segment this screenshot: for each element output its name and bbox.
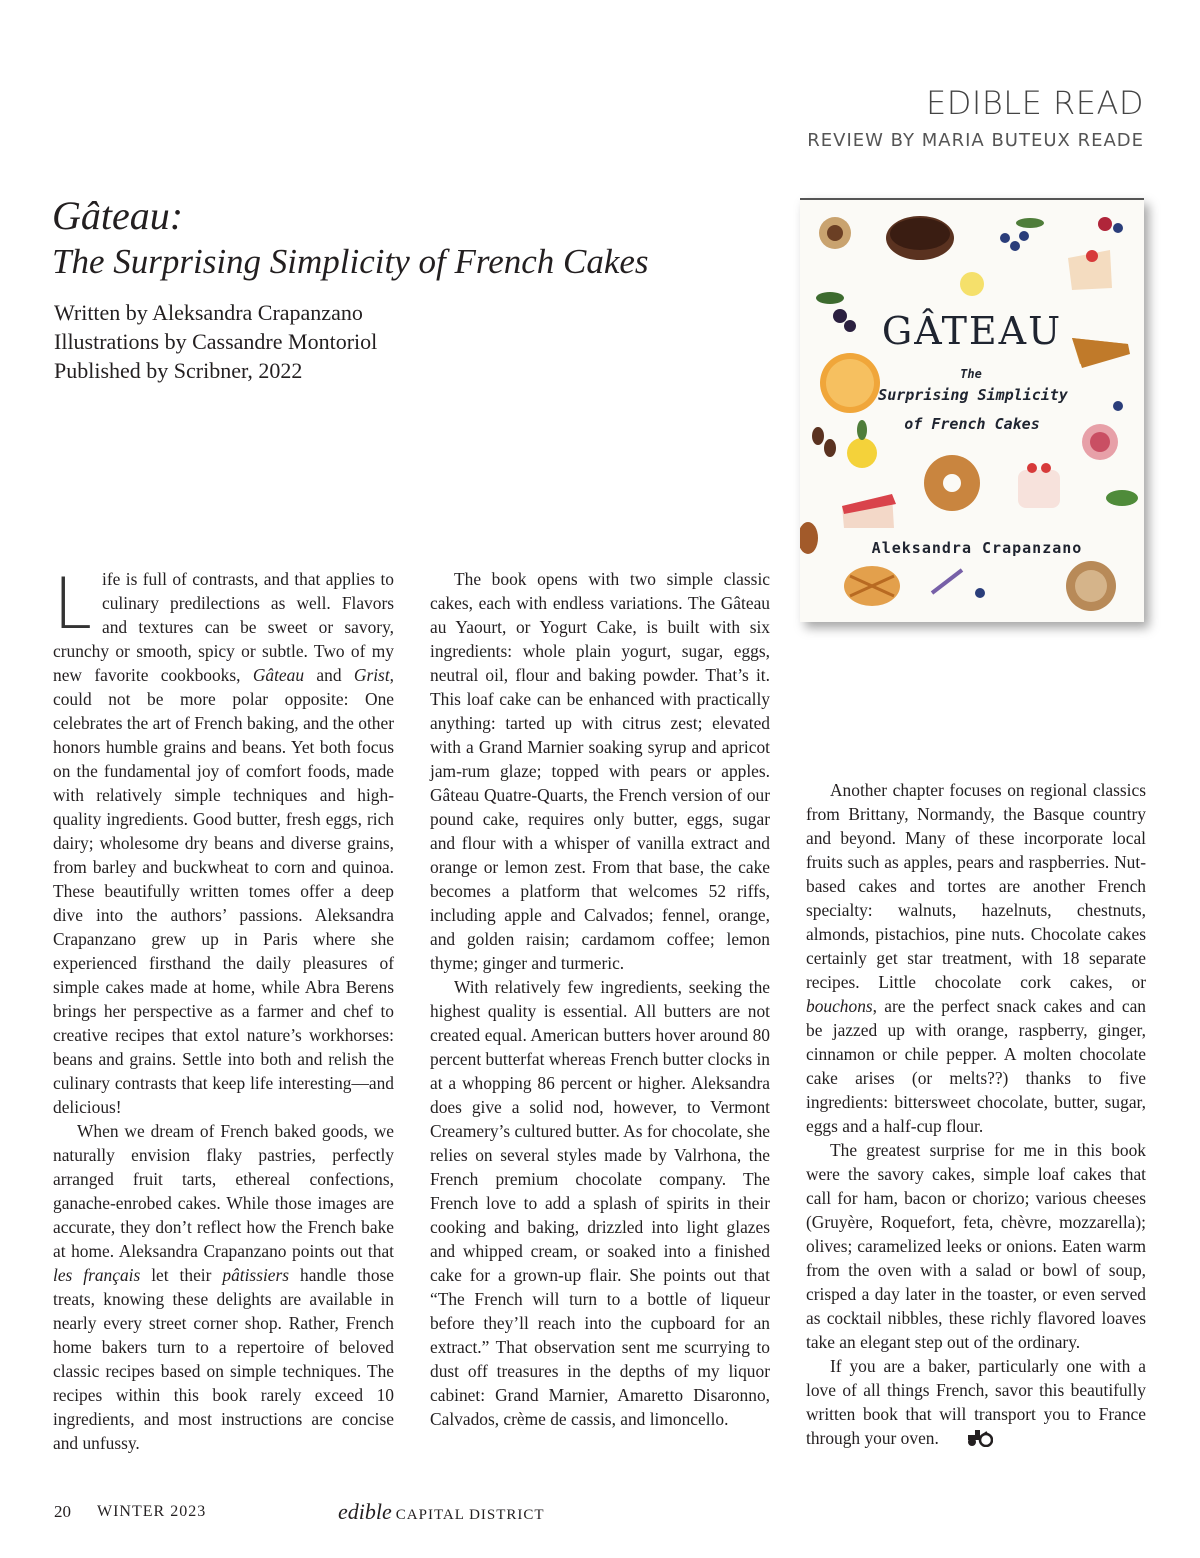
cover-author: Aleksandra Crapanzano <box>871 539 1083 557</box>
cover-subtitle-the: The <box>960 367 982 381</box>
article-column-2 <box>430 567 770 1431</box>
article-paragraph: The greatest surprise for me in this book were the savory cakes, simple loaf cakes that call for ham, bacon or chorizo; various cheeses (Gruyère, Roquefort, feta, chèvre, mozzarella); olives; caramelized leeks or onions. Eaten warm from the oven with a salad or bowl of soup, crisped a day later in the toaster, or even served as cocktail nibbles, these richly flavored loaves take an elegant step out of the ordinary. <box>806 1140 1146 1352</box>
illustrator-credit: Illustrations by Cassandre Montoriol <box>54 329 378 354</box>
cover-title: GÂTEAU <box>881 309 1063 353</box>
article-column-3 <box>806 778 1146 1453</box>
magazine-brand: edible CAPITAL DISTRICT <box>338 1499 545 1524</box>
article-column-1 <box>53 563 395 1455</box>
issue-label: WINTER 2023 <box>97 1503 207 1520</box>
tractor-icon <box>943 1429 993 1453</box>
reviewer-byline: REVIEW BY MARIA BUTEUX READE <box>807 130 1144 151</box>
cover-subtitle-line2: Surprising Simplicity <box>878 386 1068 404</box>
article-paragraph: Life is full of contrasts, and that applies to culinary predilections as well. Flavors and textures can be sweet or savory, crunchy or smooth, spicy or subtle. Two of my new favorite cookbooks, Gâteau and Grist, could not be more polar opposite: One celebrates the art of French baking, and the other honors humble grains and beans. Yet both focus on the fundamental joy of comfort foods, made with relatively simple techniques and high-quality ingredients. Good butter, fresh eggs, rich dairy; wholesome dry beans and diverse grains, from barley and buckwheat to corn and quinoa. These beautifully written tomes offer a deep dive into the authors’ passions. Aleksandra Crapanzano grew up in Paris where she experienced firsthand the daily pleasures of simple cakes made at home, while Abra Berens brings her perspective as a farmer and chef to creative recipes that extol nature’s workhorses: beans and grains. Settle into both and relish the culinary contrasts that keep life interesting—and delicious! <box>53 563 395 1117</box>
article-paragraph: With relatively few ingredients, seeking the highest quality is essential. All butters are not created equal. American butters hover around 80 percent butterfat whereas French butter clocks in at a whopping 86 percent or higher. Aleksandra does give a solid nod, however, to Vermont Creamery’s cultured butter. As for chocolate, she relies on several styles made by Valrhona, the French premium chocolate company. The French love to add a splash of spirits in their cooking and baking, drizzled into light glazes and whipped cream, or soaked into a finished cake for a grown-up flair. She points out that “The French will turn to a bottle of liqueur before they’ll reach into the cupboard for an extract.” That observation sent me scurrying to dust off treasures in the depths of my liquor cabinet: Grand Marnier, Amaretto Disaronno, Calvados, crème de cassis, and limoncello. <box>430 977 770 1429</box>
page-number: 20 <box>54 1502 71 1521</box>
publisher-credit: Published by Scribner, 2022 <box>54 358 303 383</box>
article-paragraph: Another chapter focuses on regional classics from Brittany, Normandy, the Basque country and beyond. Many of these incorporate local fruits such as apples, pears and raspberries. Nut-based cakes and tortes are another French specialty: walnuts, hazelnuts, chestnuts, almonds, pistachios, pine nuts. Chocolate cakes certainly get star treatment, with 18 separate recipes. Little chocolate cork cakes, or bouchons, are the perfect snack cakes and can be jazzed up with orange, raspberry, ginger, cinnamon or chile pepper. A molten chocolate cake arises (or melts??) thanks to five ingredients: bittersweet chocolate, butter, sugar, eggs and a half-cup flour. <box>806 780 1146 1136</box>
article-paragraph: If you are a baker, particularly one with a love of all things French, savor this beautifully written book that will transport you to France through your oven. <box>806 1354 1146 1453</box>
book-subtitle: The Surprising Simplicity of French Cakes <box>52 242 649 281</box>
article-paragraph: When we dream of French baked goods, we naturally envision flaky pastries, perfectly arranged fruit tarts, ethereal confections, ganache-enrobed cakes. While those images are accurate, they don’t reflect how the French bake at home. Aleksandra Crapanzano points out that les français let their pâtissiers handle those treats, knowing these delights are available in nearly every street corner shop. Rather, French home bakers turn to a repertoire of beloved classic recipes based on simple techniques. The recipes within this book rarely exceed 10 ingredients, and most instructions are concise and unfussy. <box>53 1121 395 1453</box>
article-paragraph: The book opens with two simple classic cakes, each with endless variations. The Gâteau au Yaourt, or Yogurt Cake, is built with six ingredients: whole plain yogurt, sugar, eggs, neutral oil, flour and baking powder. That’s it. This loaf cake can be enhanced with practically anything: tarted up with citrus zest; elevated with a Grand Marnier soaking syrup and apricot jam-rum glaze; topped with pears or apples. Gâteau Quatre-Quarts, the French version of our pound cake, requires only butter, eggs, sugar and flour with a whisper of vanilla extract and orange or lemon zest. From that base, the cake becomes a platform that welcomes 52 riffs, including apple and Calvados; fennel, orange, and golden raisin; cardamom coffee; lemon thyme; ginger and turmeric. <box>430 569 770 973</box>
cover-illustration <box>800 198 1144 622</box>
book-title: Gâteau: <box>52 193 184 238</box>
section-title: EDIBLE READ <box>926 84 1144 122</box>
author-credit: Written by Aleksandra Crapanzano <box>54 300 363 325</box>
cover-subtitle-line3: of French Cakes <box>904 415 1040 433</box>
drop-cap: L <box>53 563 92 645</box>
book-cover-image <box>800 198 1144 622</box>
